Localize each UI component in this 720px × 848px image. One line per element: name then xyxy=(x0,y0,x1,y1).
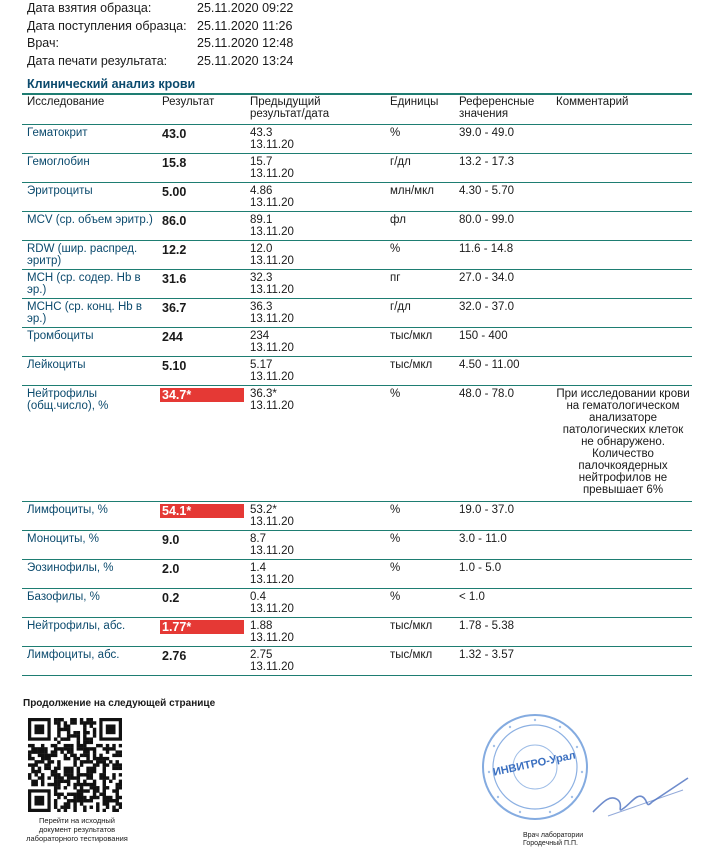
test-name xyxy=(27,359,155,371)
table-row xyxy=(22,269,692,299)
previous-result xyxy=(250,562,294,586)
reference-range: 150 - 400 xyxy=(459,330,508,342)
units: % xyxy=(390,504,401,516)
comment-line: анализаторе xyxy=(588,412,658,424)
test-name xyxy=(27,214,155,226)
column-reference-line2: значения xyxy=(459,108,509,120)
previous-value: 234 xyxy=(250,330,270,342)
reference-range: 1.32 - 3.57 xyxy=(459,649,514,661)
previous-result xyxy=(250,533,294,557)
previous-result xyxy=(250,185,294,209)
previous-value: 5.17 xyxy=(250,359,273,371)
reference-range: 11.6 - 14.8 xyxy=(459,243,514,255)
previous-result xyxy=(250,301,294,325)
test-name xyxy=(27,272,155,296)
units: тыс/мкл xyxy=(390,359,433,371)
previous-result xyxy=(250,504,294,528)
reference-range: 27.0 - 34.0 xyxy=(459,272,514,284)
comment-line: превышает 6% xyxy=(582,484,664,496)
table-row xyxy=(22,182,692,212)
test-name-line: Лейкоциты xyxy=(27,359,86,371)
qr-caption-line3: лабораторного тестирования xyxy=(26,834,128,843)
table-row xyxy=(22,530,692,560)
test-name-line: Тромбоциты xyxy=(27,330,94,342)
units: г/дл xyxy=(390,301,411,313)
table-row xyxy=(22,588,692,618)
received-value: 25.11.2020 11:26 xyxy=(197,18,293,33)
test-name xyxy=(27,185,155,197)
table-row xyxy=(22,327,692,357)
printed-value: 25.11.2020 13:24 xyxy=(197,53,294,68)
table-row xyxy=(22,124,692,154)
previous-result xyxy=(250,359,294,383)
previous-date: 13.11.20 xyxy=(250,197,294,209)
previous-date: 13.11.20 xyxy=(250,168,294,180)
previous-value: 43.3 xyxy=(250,127,273,139)
column-reference xyxy=(459,96,534,120)
previous-date: 13.11.20 xyxy=(250,632,294,644)
result-value: 43.0 xyxy=(162,127,187,141)
previous-result xyxy=(250,243,294,267)
section-title: Клинический анализ крови xyxy=(27,77,196,91)
table-row xyxy=(22,501,692,531)
test-name xyxy=(27,388,155,412)
previous-result xyxy=(250,156,294,180)
test-name-line: Нейтрофилы xyxy=(27,388,98,400)
previous-result xyxy=(250,591,294,615)
signature-icon xyxy=(588,772,698,822)
qr-caption-line2: документ результатов xyxy=(38,825,116,834)
result-value: 2.76 xyxy=(162,649,187,663)
previous-result xyxy=(250,388,294,412)
previous-value: 4.86 xyxy=(250,185,273,197)
previous-value: 32.3 xyxy=(250,272,273,284)
continued-note: Продолжение на следующей странице xyxy=(23,698,216,709)
units: % xyxy=(390,243,401,255)
result-value: 86.0 xyxy=(162,214,187,228)
test-name-line: эр.) xyxy=(27,284,47,296)
reference-range: 1.0 - 5.0 xyxy=(459,562,502,574)
sample-taken-value: 25.11.2020 09:22 xyxy=(197,1,294,15)
units: тыс/мкл xyxy=(390,649,433,661)
test-name-line: MCH (ср. содер. Hb в xyxy=(27,272,141,284)
table-bottom-border xyxy=(22,675,692,676)
test-name-line: RDW (шир. распред. xyxy=(27,243,138,255)
table-row xyxy=(22,298,692,328)
units: млн/мкл xyxy=(390,185,434,197)
previous-value: 36.3 xyxy=(250,301,273,313)
received-label: Дата поступления образца: xyxy=(27,18,187,33)
test-name-line: Гемоглобин xyxy=(27,156,90,168)
result-value-flagged: 1.77* xyxy=(160,620,244,634)
comment-line: не обнаружено. xyxy=(581,436,665,448)
signer-title: Врач лаборатории xyxy=(523,832,584,839)
doctor-label: Врач: xyxy=(27,36,59,50)
comment-line: Количество xyxy=(592,448,654,460)
test-name-line: Нейтрофилы, абс. xyxy=(27,620,126,632)
table-row xyxy=(22,646,692,676)
result-value-flagged: 54.1* xyxy=(160,504,244,518)
column-units: Единицы xyxy=(390,96,439,108)
previous-result xyxy=(250,127,294,151)
stamp-icon xyxy=(480,712,590,822)
result-value: 9.0 xyxy=(162,533,180,547)
reference-range: 80.0 - 99.0 xyxy=(459,214,514,226)
reference-range: 1.78 - 5.38 xyxy=(459,620,514,632)
previous-date: 13.11.20 xyxy=(250,400,294,412)
previous-date: 13.11.20 xyxy=(250,574,294,586)
reference-range: 19.0 - 37.0 xyxy=(459,504,514,516)
header-divider xyxy=(22,93,692,95)
comment-line: нейтрофилов не xyxy=(578,472,668,484)
test-name xyxy=(27,533,155,545)
result-value: 36.7 xyxy=(162,301,187,315)
result-value-flagged: 34.7* xyxy=(160,388,244,402)
previous-date: 13.11.20 xyxy=(250,545,294,557)
previous-value: 8.7 xyxy=(250,533,266,545)
comment-line: патологических клеток xyxy=(562,424,684,436)
result-value: 5.00 xyxy=(162,185,187,199)
printed-label: Дата печати результата: xyxy=(27,53,168,68)
units: фл xyxy=(390,214,406,226)
table-row xyxy=(22,153,692,183)
units: % xyxy=(390,127,401,139)
previous-result xyxy=(250,649,294,673)
reference-range: 32.0 - 37.0 xyxy=(459,301,514,313)
table-row xyxy=(22,356,692,386)
column-previous-line1: Предыдущий xyxy=(250,96,321,108)
table-row xyxy=(22,385,692,502)
lab-stamp xyxy=(480,712,590,822)
previous-value: 0.4 xyxy=(250,591,266,603)
test-name-line: Моноциты, % xyxy=(27,533,100,545)
reference-range: 4.50 - 11.00 xyxy=(459,359,520,371)
qr-caption xyxy=(24,816,130,843)
result-value: 12.2 xyxy=(162,243,187,257)
table-row xyxy=(22,559,692,589)
previous-value: 12.0 xyxy=(250,243,273,255)
test-name-line: Эозинофилы, % xyxy=(27,562,114,574)
previous-value: 1.88 xyxy=(250,620,273,632)
test-name-line: Базофилы, % xyxy=(27,591,100,603)
result-value: 15.8 xyxy=(162,156,187,170)
qr-code[interactable] xyxy=(28,718,122,812)
reference-range: 3.0 - 11.0 xyxy=(459,533,507,545)
column-name: Исследование xyxy=(27,96,105,108)
units: % xyxy=(390,562,401,574)
test-name xyxy=(27,127,155,139)
previous-date: 13.11.20 xyxy=(250,603,294,615)
previous-date: 13.11.20 xyxy=(250,255,294,267)
comment-line: на гематологическом xyxy=(566,400,680,412)
result-value: 0.2 xyxy=(162,591,180,605)
test-name xyxy=(27,562,155,574)
test-name-line: эритр) xyxy=(27,255,62,267)
test-name-line: Лимфоциты, % xyxy=(27,504,108,516)
test-name-line: Лимфоциты, абс. xyxy=(27,649,120,661)
result-value: 2.0 xyxy=(162,562,180,576)
qr-caption-line1: Перейти на исходный xyxy=(39,816,115,825)
previous-date: 13.11.20 xyxy=(250,226,294,238)
previous-date: 13.11.20 xyxy=(250,139,294,151)
table-header xyxy=(22,96,692,124)
signer-caption xyxy=(523,832,583,848)
units: % xyxy=(390,533,401,545)
signer-name: Городечный П.П. xyxy=(523,840,578,847)
table-row xyxy=(22,617,692,647)
reference-range: 4.30 - 5.70 xyxy=(459,185,514,197)
previous-value: 36.3* xyxy=(250,388,277,400)
signature xyxy=(588,772,698,822)
test-name-line: эр.) xyxy=(27,313,47,325)
previous-result xyxy=(250,330,294,354)
previous-value: 89.1 xyxy=(250,214,273,226)
test-name-line: MCHC (ср. конц. Hb в xyxy=(27,301,142,313)
previous-date: 13.11.20 xyxy=(250,661,294,673)
previous-value: 53.2* xyxy=(250,504,277,516)
test-name xyxy=(27,649,155,661)
result-value: 5.10 xyxy=(162,359,187,373)
reference-range: 48.0 - 78.0 xyxy=(459,388,514,400)
column-previous xyxy=(250,96,329,120)
test-name-line: Гематокрит xyxy=(27,127,88,139)
units: % xyxy=(390,591,401,603)
test-name xyxy=(27,301,155,325)
test-name-line: MCV (ср. объем эритр.) xyxy=(27,214,153,226)
units: г/дл xyxy=(390,156,411,168)
units: тыс/мкл xyxy=(390,620,433,632)
units: тыс/мкл xyxy=(390,330,433,342)
column-previous-line2: результат/дата xyxy=(250,108,330,120)
test-name xyxy=(27,330,155,342)
reference-range: 39.0 - 49.0 xyxy=(459,127,514,139)
result-value: 31.6 xyxy=(162,272,187,286)
test-name xyxy=(27,591,155,603)
column-reference-line1: Референсные xyxy=(459,96,535,108)
previous-date: 13.11.20 xyxy=(250,284,294,296)
column-result: Результат xyxy=(162,96,215,108)
table-row xyxy=(22,211,692,241)
previous-value: 1.4 xyxy=(250,562,266,574)
units: % xyxy=(390,388,401,400)
doctor-value: 25.11.2020 12:48 xyxy=(197,36,294,50)
test-name-line: (общ.число), % xyxy=(27,400,109,412)
test-name xyxy=(27,243,155,267)
result-value: 244 xyxy=(162,330,183,344)
reference-range: 13.2 - 17.3 xyxy=(459,156,514,168)
previous-date: 13.11.20 xyxy=(250,313,294,325)
test-name xyxy=(27,620,155,632)
stamp-text: ИНВИТРО-Урал xyxy=(492,749,577,779)
test-name xyxy=(27,504,155,516)
reference-range: < 1.0 xyxy=(459,591,485,603)
previous-date: 13.11.20 xyxy=(250,516,294,528)
comment xyxy=(548,388,698,496)
previous-result xyxy=(250,214,294,238)
qr-code-graphic xyxy=(28,718,122,812)
table-row xyxy=(22,240,692,270)
previous-date: 13.11.20 xyxy=(250,342,294,354)
test-name xyxy=(27,156,155,168)
comment-line: При исследовании крови xyxy=(556,388,690,400)
previous-date: 13.11.20 xyxy=(250,371,294,383)
comment-line: палочкоядерных xyxy=(578,460,668,472)
column-comment: Комментарий xyxy=(556,96,629,108)
previous-result xyxy=(250,620,294,644)
sample-taken-label: Дата взятия образца: xyxy=(27,1,152,15)
test-name-line: Эритроциты xyxy=(27,185,93,197)
units: пг xyxy=(390,272,401,284)
previous-value: 2.75 xyxy=(250,649,273,661)
previous-value: 15.7 xyxy=(250,156,273,168)
previous-result xyxy=(250,272,294,296)
